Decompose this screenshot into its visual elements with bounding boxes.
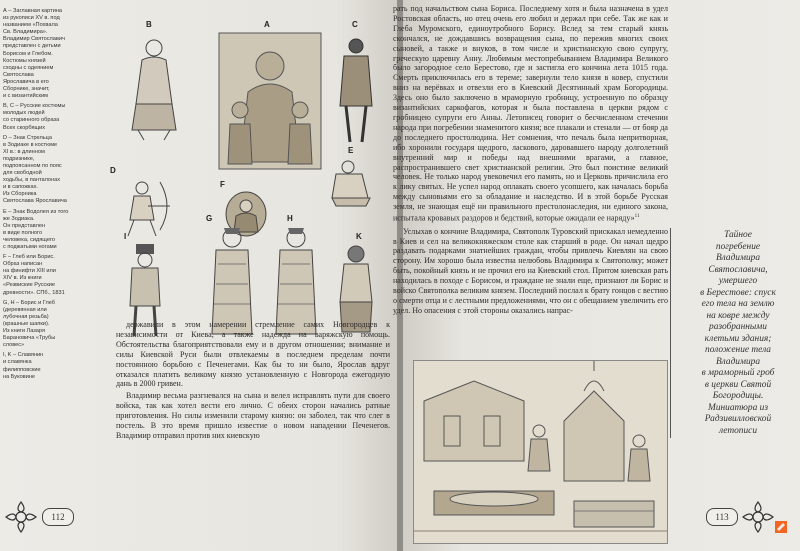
figure-label-g: G [206,214,213,223]
figure-label-i: I [124,232,127,241]
figure-d-archer [112,178,174,240]
margin-captions [3,8,85,384]
caption-rule [670,228,671,438]
caption-bc: B, C – Русские костюмы молодых людей со старинного образа Всех скорбящих [3,103,66,131]
publisher-logo-icon [773,519,789,535]
caption-e: E – Знак Водолея из того же Зодиака. Он представлен в виде полного человека, сидящего с поджатыми ногами [3,208,69,250]
caption-ik: I, K – Славянин и славянка филипповские на Буковине [3,352,44,380]
left-page [0,0,397,551]
caption-f: F – Глеб или Борис. Образ написан на финифти XIII или XIV в. Из книги «Резвиские Русские древности». СПб., 1831 [3,254,65,296]
figure-label-h: H [287,214,293,223]
radziwill-miniature [413,360,668,544]
figure-label-f: F [220,180,225,189]
figure-c-youth [332,34,380,146]
ornament-icon-left [4,500,38,534]
miniature-caption: Тайное погребение Владимира Святославича, умершего в Берестове: спуск его тела на землю на ковре между разобранными клетьми здания; положение тела Владимира в мраморный гроб в церкви Святой Богородицы. Миниатюра из Радзивилловской летописи [700,230,776,436]
caption-gh: G, H – Борис и Глеб (деревянная или лубочная резьба) (крашные шапки). Из книги Лазаря Барановича «Трубы словес» [3,299,56,349]
caption-d: D – Знак Стрельца в Зодиаке в костюме XI в.: в длинном подризнике, подпоясанном по пояс для свободной ходьбы, в панталонах и в сапожках. Из Сборника Святослава Ярославича [3,134,67,205]
figure-a-icon [218,32,322,170]
right-paragraph-2: Услыхав о кончине Владимира, Святополк Туровский прискакал немедленно в Киев и сел на великокняжеском столе как старший в роде. Он начал щедро раздавать подарками знатнейших граждан, чтобы привлечь Киевлян на свою сторону. Им хорошо была известна нелюбовь Владимира к Святополку; может быть, покойный князь и не прочил его на Киевский стол. Притом киевская рать находилась в походе с Борисом, и граждане не знали еще, признают ли Борис и войско Святополка великим князем. Последний послал к брату гонцов с вестию о смерти отца и с лестными предложениями, что он с обещанием увеличить его удел. Но опасения с этой стороны оказались напрас- [393,226,668,315]
caption-a: А – Заглавная картина из рукописи XV в. под названием «Похвала Св. Владимира». Владимир Святославич представлен с детьми Борисом и Глебом. Костюмы князей сходны с одеянием Святослава Ярославича в его Сборнике, значит, и с византийским [3,8,65,100]
costume-illustration-plate [94,18,390,340]
left-paragraph-1: державили в этом намерении стремление самих Новгородцев к независимости от Киева, а также надежда на варяжскую помощь. Обстоятельства благоприятствовали ему и в другом отношении; внимание и силы Киевской Руси были отвлекаемы в последнем пределам почти постоянною борьбою с Печенегами. Как бы то ни было, Ярослав вдруг отказался платить великому князю установленную с Новгорода ежегодную дань в 2000 гривен. [116,320,390,389]
figure-b-youth [124,34,184,144]
figure-label-k: K [356,232,362,241]
figure-label-d: D [110,166,116,175]
figure-label-b: B [146,20,152,29]
right-body-text [393,4,668,319]
right-paragraph-1-text: рать под начальством сына Бориса. Последнему хотя и была назначена в удел Ростовская область, но отец очень его любил и держал при себе. Так же как и Глеба Муромского, единоутробного Борису. Вслед за тем старый князь скончался, не дождавшись возвращения сына, по пережив многих своих сыновей, а также и внуков, в том числе и христианскую свою супругу, греческую царевну Анну. Любимым местопребыванием Владимира Великого было загородное село Берестово, где и застигла его кончина лета 1015 года. Смерть приключилась его в тереме; завернули тело князя в ковер, спустили вниз на верёвках и отвезли его в Киевский Десятинный храм Богородицы. Здесь оно было заключено в мраморную гробницу, устроенную по образцу византийских саркофагов, которая и была поставлена в церкви рядом с гробницею супруги его Анны. Летописец говорит о бесчисленном стечении народа при погребении знаменитого князя; все плакали и стенали — от бояр да до последнего простолюдина. Нет сомнения, что печаль была непритворная, ибо хоронили государя щедрого, ласкового, даровавшего народу долголетний внутренний мир и победы над внешними врагами, а главное, распространившего свет христианской религии. Это был поистине великий человек. Не только народ увековечил его память, но и Церковь причислила его к лику святых. Не успел народ оплакать своего усопшего, как началась борьба между сыновьями его за обладание и наследство. И в этой борьбе Русская земля, не знающая ещё ни правильного престолонаследия, ни единого закона, испытала кровавых раздоров и бедствий, которые ожидали ее наряду» [393,4,668,223]
footnote-mark: 11 [634,214,640,220]
right-paragraph-1 [393,4,668,224]
left-body-text [116,320,390,443]
page-number-left: 112 [42,508,74,526]
left-paragraph-2: Владимир весьма разгневался на сына и велел исправлять пути для своего войска, так как хотел вести его лично. С обеих сторон начались ратные приготовления. Но силы изменили старому князю: он заболел, так что слег в постель. В это время пришло известие о новом нападении Печенегов. Владимир отправил против них киевскую [116,391,390,440]
ornament-icon-right [741,500,775,534]
page-number-right: 113 [706,508,738,526]
figure-label-a: A [264,20,270,29]
figure-label-c: C [352,20,358,29]
figure-e-aquarius [326,158,374,208]
figure-label-e: E [348,146,354,155]
